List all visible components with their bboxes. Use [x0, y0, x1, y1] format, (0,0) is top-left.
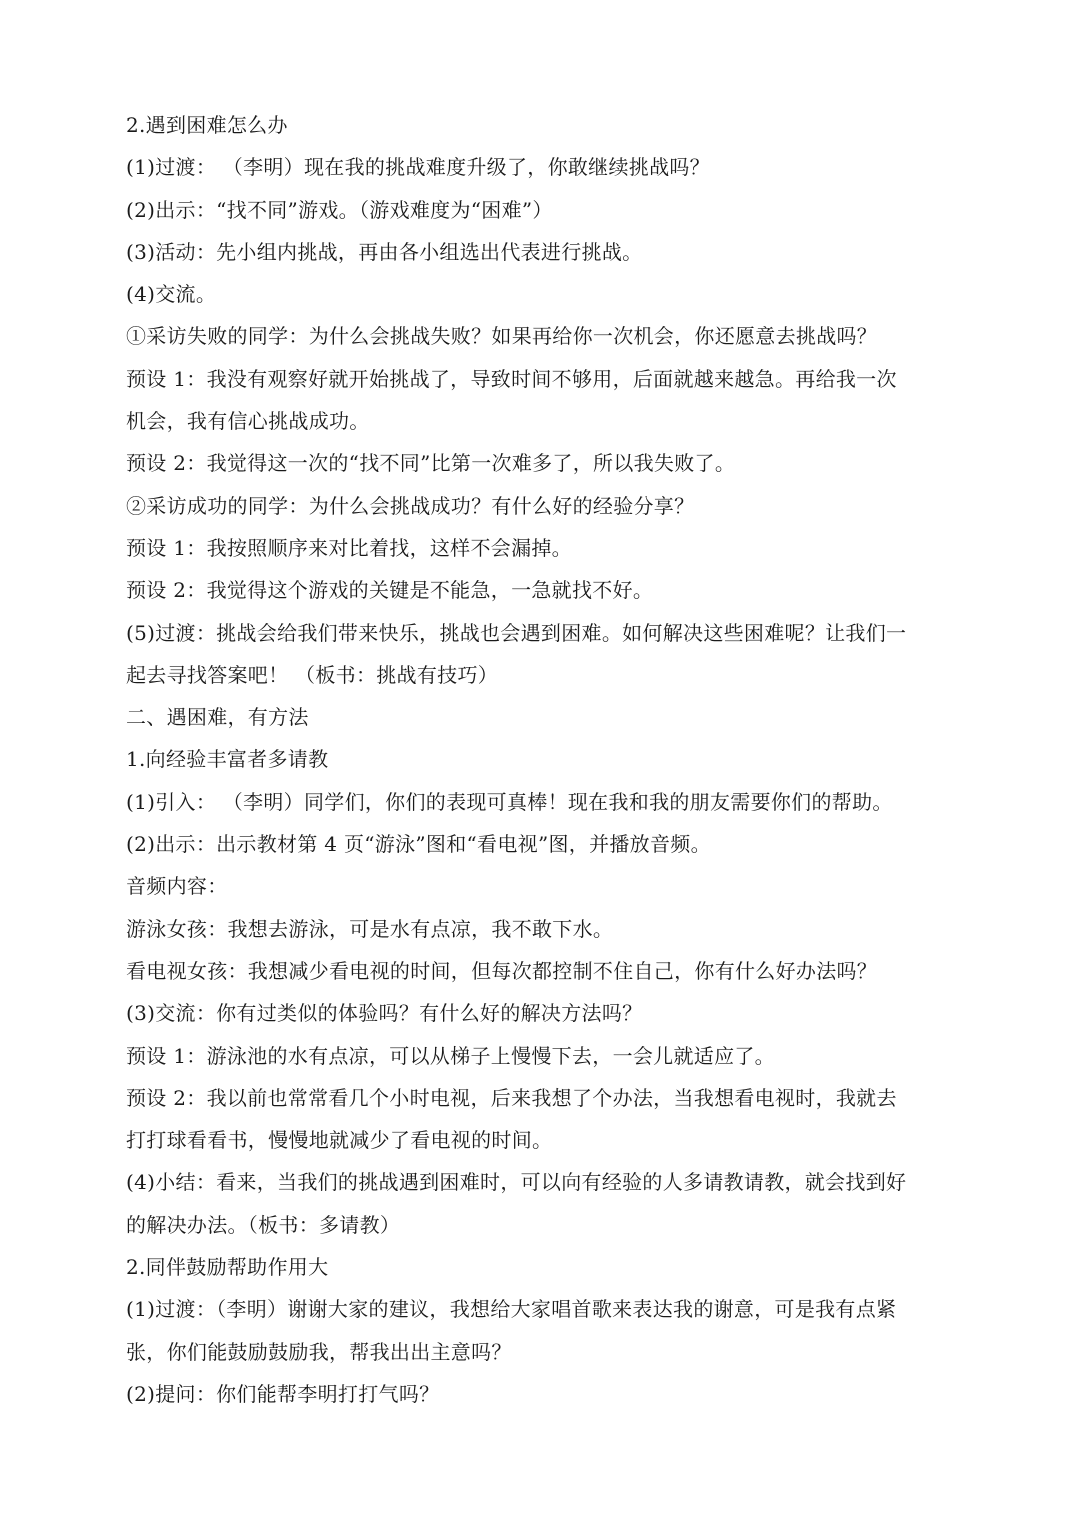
paragraph-line: 预设 1：我按照顺序来对比着找，这样不会漏掉。 — [126, 535, 572, 560]
paragraph-line: (5)过渡：挑战会给我们带来快乐，挑战也会遇到困难。如何解决这些困难呢？让我们一 — [126, 620, 907, 645]
paragraph-line: 机会，我有信心挑战成功。 — [126, 409, 370, 434]
paragraph-line: (1)过渡： （李明）现在我的挑战难度升级了，你敢继续挑战吗？ — [126, 155, 710, 180]
paragraph-line: (1)引入： （李明）同学们，你们的表现可真棒！现在我和我的朋友需要你们的帮助。 — [126, 789, 893, 814]
heading-difficulty: 2.遇到困难怎么办 — [126, 113, 288, 137]
section-heading: 二、遇困难，有方法 — [126, 705, 309, 730]
paragraph-line: (3)活动：先小组内挑战，再由各小组选出代表进行挑战。 — [126, 239, 643, 264]
paragraph-line: 预设 1：游泳池的水有点凉，可以从梯子上慢慢下去，一会儿就适应了。 — [126, 1043, 775, 1068]
paragraph-line: 预设 2：我觉得这一次的“找不同”比第一次难多了，所以我失败了。 — [126, 451, 736, 476]
paragraph-line: 打打球看看书，慢慢地就减少了看电视的时间。 — [126, 1128, 553, 1153]
document-body — [126, 104, 960, 1415]
paragraph-line: 预设 2：我以前也常常看几个小时电视，后来我想了个办法，当我想看电视时，我就去 — [126, 1085, 897, 1110]
paragraph-line: (4)交流。 — [126, 282, 217, 307]
paragraph-line: (2)出示：出示教材第 4 页“游泳”图和“看电视”图，并播放音频。 — [126, 832, 711, 857]
subsection-heading: 2.同伴鼓励帮助作用大 — [126, 1255, 329, 1280]
paragraph-line: 音频内容： — [126, 874, 228, 899]
paragraph-line: 看电视女孩：我想减少看电视的时间，但每次都控制不住自己，你有什么好办法吗？ — [126, 958, 878, 983]
paragraph-line: 预设 2：我觉得这个游戏的关键是不能急，一急就找不好。 — [126, 578, 654, 603]
paragraph-line: 起去寻找答案吧！ （板书：挑战有技巧） — [126, 662, 499, 687]
subsection-heading: 1.向经验丰富者多请教 — [126, 747, 329, 772]
paragraph-line: (2)出示：“找不同”游戏。（游戏难度为“困难”） — [126, 197, 553, 222]
paragraph-line: ①采访失败的同学：为什么会挑战失败？如果再给你一次机会，你还愿意去挑战吗？ — [126, 324, 878, 349]
paragraph-line: 的解决办法。（板书：多请教） — [126, 1212, 401, 1237]
paragraph-line: 预设 1：我没有观察好就开始挑战了，导致时间不够用，后面就越来越急。再给我一次 — [126, 366, 897, 391]
paragraph-line: (1)过渡：（李明）谢谢大家的建议，我想给大家唱首歌来表达我的谢意，可是我有点紧 — [126, 1297, 897, 1322]
paragraph-line: 张，你们能鼓励鼓励我，帮我出出主意吗？ — [126, 1339, 512, 1364]
paragraph-line: (4)小结：看来，当我们的挑战遇到困难时，可以向有经验的人多请教请教，就会找到好 — [126, 1170, 907, 1195]
paragraph-line: (2)提问：你们能帮李明打打气吗？ — [126, 1381, 440, 1406]
paragraph-line: (3)交流：你有过类似的体验吗？有什么好的解决方法吗？ — [126, 1001, 643, 1026]
paragraph-line: ②采访成功的同学：为什么会挑战成功？有什么好的经验分享？ — [126, 493, 695, 518]
paragraph-line: 游泳女孩：我想去游泳，可是水有点凉，我不敢下水。 — [126, 916, 614, 941]
